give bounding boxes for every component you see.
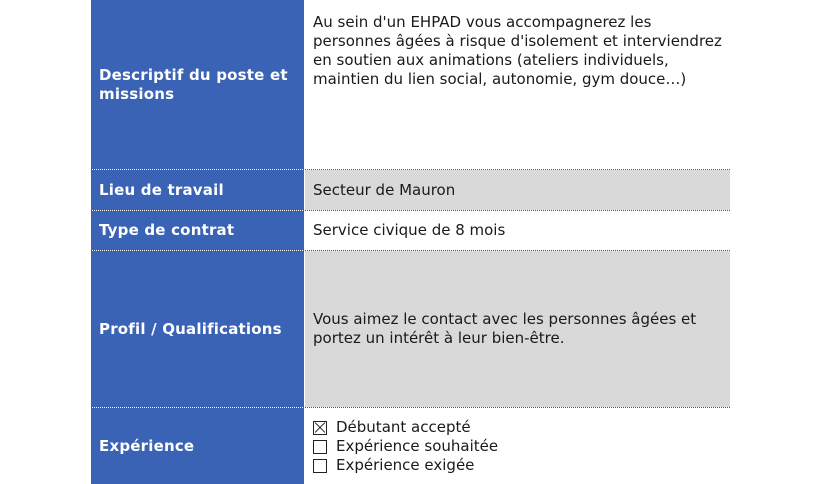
row-experience (91, 408, 730, 484)
row-workplace (91, 170, 730, 211)
row-value-experience (305, 408, 730, 484)
experience-option-label: Expérience souhaitée (336, 437, 499, 455)
checked-checkbox-icon[interactable] (313, 421, 327, 435)
row-value-workplace: Secteur de Mauron (305, 170, 730, 210)
unchecked-checkbox-icon[interactable] (313, 459, 327, 473)
row-value-profile: Vous aimez le contact avec les personnes âgées et portez un intérêt à leur bien-être. (305, 251, 730, 407)
unchecked-checkbox-icon[interactable] (313, 440, 327, 454)
experience-option[interactable] (313, 437, 498, 456)
row-label-experience: Expérience (91, 408, 304, 484)
row-contract-type (91, 211, 730, 251)
experience-option-label: Débutant accepté (336, 418, 471, 436)
row-value-description: Au sein d'un EHPAD vous accompagnerez les personnes âgées à risque d'isolement et interviendrez en soutien aux animations (ateliers individuels, maintien du lien social, autonomie, gym douce…) (305, 0, 730, 169)
row-label-profile: Profil / Qualifications (91, 251, 304, 407)
experience-option[interactable] (313, 418, 498, 437)
row-label-workplace: Lieu de travail (91, 170, 304, 210)
job-offer-table (91, 0, 730, 484)
experience-checklist (313, 408, 498, 475)
row-profile (91, 251, 730, 408)
row-value-contract-type: Service civique de 8 mois (305, 211, 730, 250)
row-label-contract-type: Type de contrat (91, 211, 304, 250)
experience-option[interactable] (313, 456, 498, 475)
row-description (91, 0, 730, 170)
row-label-description: Descriptif du poste et missions (91, 0, 304, 169)
experience-option-label: Expérience exigée (336, 456, 475, 474)
